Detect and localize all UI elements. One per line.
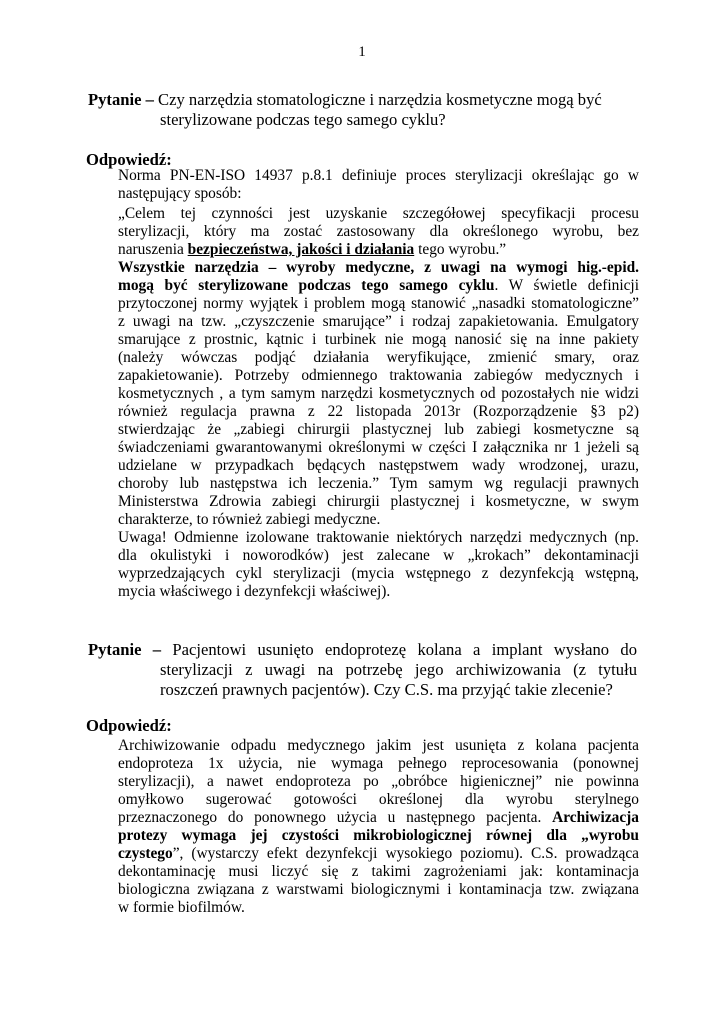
answer-2-line <box>118 809 639 827</box>
answer-1-line: mycia właściwego i dezynfekcji właściwej). <box>118 583 391 600</box>
emphasis-text: bezpieczeństwa, jakości i działania <box>187 241 415 258</box>
answer-1-line: następujący sposób: <box>118 185 242 202</box>
emphasis-text: mogą być sterylizowane podczas tego samego cyklu <box>118 277 495 294</box>
body-text: przeznaczonego do ponownego użycia u następnego pacjenta. <box>118 809 553 826</box>
answer-1-line: (należy wówczas podjąć działania weryfikujące, zmienić smary, oraz <box>118 349 639 366</box>
answer-1-line: sterylizacji, który ma zostać zastosowany dla określonego wyrobu, bez <box>118 223 639 240</box>
answer-1-line: również regulacja prawna z 22 listopada 2013r (Rozporządzenie §3 p2) <box>118 403 639 420</box>
quote-text: naruszenia <box>118 241 188 258</box>
answer-1-line: z uwagi na tzw. „czyszczenie smarujące” i rodzaj zapakietowania. Emulgatory <box>118 313 639 330</box>
answer-1-line: zapakietowanie). Potrzeby odmiennego traktowania zabiegów medycznych i <box>118 367 639 384</box>
answer-1-line: stwierdzając że „zabiegi chirurgii plastycznej lub zabiegi kosmetyczne są <box>118 421 639 438</box>
answer-1-line: charakterze, to również zabiegi medyczne. <box>118 511 381 528</box>
emphasis-text: czystego <box>118 845 173 862</box>
body-text: ”, (wystarczy efekt dezynfekcji wysokiego poziomu). C.S. prowadząca <box>172 845 639 862</box>
question-1-text-1: Czy narzędzia stomatologiczne i narzędzia kosmetyczne mogą być <box>153 90 602 109</box>
answer-1-line: wyprzedzających cykl sterylizacji (mycia wstępnego z dezynfekcją wstępną, <box>118 565 639 582</box>
answer-2-label: Odpowiedź: <box>86 716 172 735</box>
answer-1-line: Uwaga! Odmienne izolowane traktowanie niektórych narzędzi medycznych (np. <box>118 529 639 546</box>
quote-text: tego wyrobu.” <box>414 241 507 258</box>
answer-1-line <box>118 241 639 259</box>
question-2-line-1 <box>88 640 637 660</box>
answer-1-line: udzielane w przypadkach będących następstwem wady wrodzonej, urazu, <box>118 457 639 474</box>
answer-2-line: endoproteza 1x użycia, nie wymaga pełnego reprocesowania (ponownej <box>118 755 639 772</box>
question-2-line-2: sterylizacji z uwagi na potrzebę jego archiwizowania (z tytułu <box>160 660 637 679</box>
answer-2-line: sterylizacji), a nawet endoproteza po „obróbce higienicznej” nie powinna <box>118 773 639 790</box>
answer-2-line: omyłkowo sugerować gotowości określonej dla wyrobu sterylnego <box>118 791 639 808</box>
answer-2-line: biologiczna związana z warstwami biologicznymi i kontaminacja tzw. związana <box>118 881 639 898</box>
answer-2-line: Archiwizowanie odpadu medycznego jakim jest usunięta z kolana pacjenta <box>118 737 639 754</box>
question-2-text-1: Pacjentowi usunięto endoprotezę kolana a implant wysłano do <box>161 640 637 659</box>
answer-2-line: protezy wymaga jej czystości mikrobiologicznej równej dla „wyrobu <box>118 827 639 844</box>
answer-1-line: smarujące z prostnic, kątnic i turbinek nie mogą nanosić się na inne pakiety <box>118 331 639 348</box>
question-1-line-1 <box>88 90 602 110</box>
answer-1-line: kosmetycznych , a tym samym narzędzi kosmetycznych od pozostałych nie widzi <box>118 385 639 402</box>
question-2-line-3: roszczeń prawnych pacjentów). Czy C.S. ma przyjąć takie zlecenie? <box>160 680 613 699</box>
answer-1-line <box>118 277 639 295</box>
answer-2-line: dekontaminację musi liczyć się z takimi zagrożeniami jak: kontaminacja <box>118 863 639 880</box>
question-2-label: Pytanie – <box>88 640 162 659</box>
emphasis-text: Archiwizacja <box>552 809 639 826</box>
answer-1-line: Wszystkie narzędzia – wyroby medyczne, z uwagi na wymogi hig.-epid. <box>118 259 639 276</box>
body-text: . W świetle definicji <box>494 277 639 294</box>
answer-1-line: dla okulistyki i noworodków) jest zalecane w „krokach” dekontaminacji <box>118 547 639 564</box>
question-1-label: Pytanie – <box>88 90 154 109</box>
answer-2-line: w formie biofilmów. <box>118 899 245 916</box>
page-number: 1 <box>358 44 366 60</box>
answer-1-label: Odpowiedź: <box>86 150 172 169</box>
question-1-line-2: sterylizowane podczas tego samego cyklu? <box>160 110 446 129</box>
answer-1-line: przytoczonej normy wyjątek i problem mogą stanowić „nasadki stomatologiczne” <box>118 295 639 312</box>
answer-1-line: Norma PN-EN-ISO 14937 p.8.1 definiuje proces sterylizacji określając go w <box>118 167 639 184</box>
answer-2-line <box>118 845 639 863</box>
answer-1-line: choroby lub następstwa ich leczenia.” Tym samym wg regulacji prawnych <box>118 475 639 492</box>
answer-1-line: świadczeniami gwarantowanymi określonymi w części I załącznika nr 1 jeżeli są <box>118 439 639 456</box>
answer-1-line: Ministerstwa Zdrowia zabiegi chirurgii plastycznej i kosmetyczne, w swym <box>118 493 639 510</box>
answer-1-line: „Celem tej czynności jest uzyskanie szczegółowej specyfikacji procesu <box>118 205 639 222</box>
